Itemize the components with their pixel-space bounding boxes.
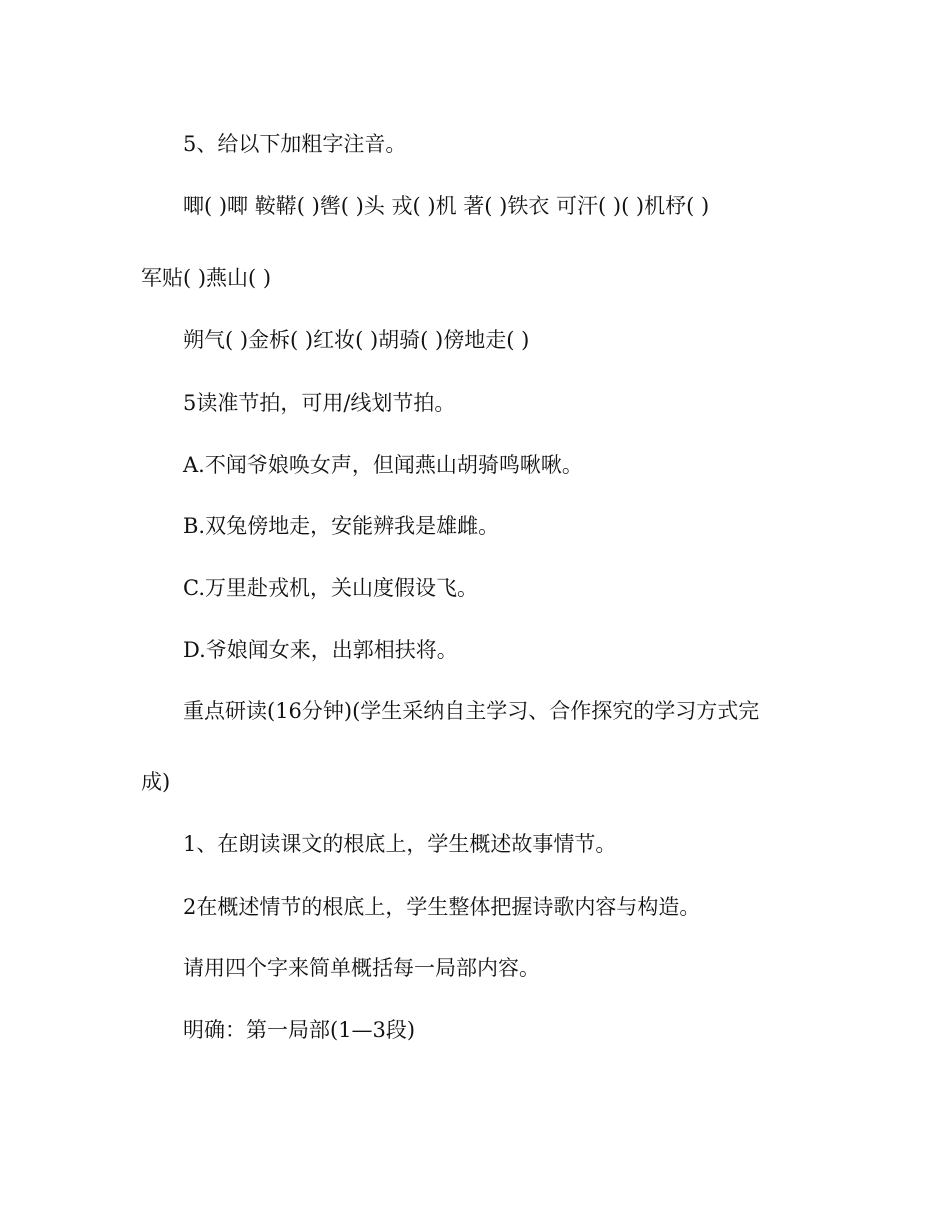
pinyin-row-1-continued: 军贴( )燕山( ) (141, 266, 272, 290)
key-reading-heading: 重点研读(16分钟)(学生采纳自主学习、合作探究的学习方式完 (183, 699, 760, 723)
answer-part-one: 明确：第一局部(1—3段) (183, 1018, 416, 1042)
summary-instruction: 请用四个字来简单概括每一局部内容。 (183, 956, 540, 980)
pinyin-row-1: 唧( )唧 鞍鞯( )辔( )头 戎( )机 著( )铁衣 可汗( )( )机杼( ) (183, 194, 710, 218)
exercise-5-heading: 5、给以下加粗字注音。 (183, 132, 407, 156)
rhythm-exercise-heading: 5读准节拍，可用/线划节拍。 (183, 391, 456, 415)
task-2: 2在概述情节的根底上，学生整体把握诗歌内容与构造。 (183, 895, 701, 919)
key-reading-heading-continued: 成) (141, 770, 171, 794)
option-b: B.双兔傍地走，安能辨我是雄雌。 (183, 514, 500, 538)
task-1: 1、在朗读课文的根底上，学生概述故事情节。 (183, 832, 617, 856)
option-c: C.万里赴戎机，关山度假设飞。 (183, 576, 478, 600)
option-a: A.不闻爷娘唤女声，但闻燕山胡骑鸣啾啾。 (183, 453, 583, 477)
option-d: D.爷娘闻女来，出郭相扶将。 (183, 638, 458, 662)
pinyin-row-2: 朔气( )金柝( )红妆( )胡骑( )傍地走( ) (183, 328, 530, 352)
